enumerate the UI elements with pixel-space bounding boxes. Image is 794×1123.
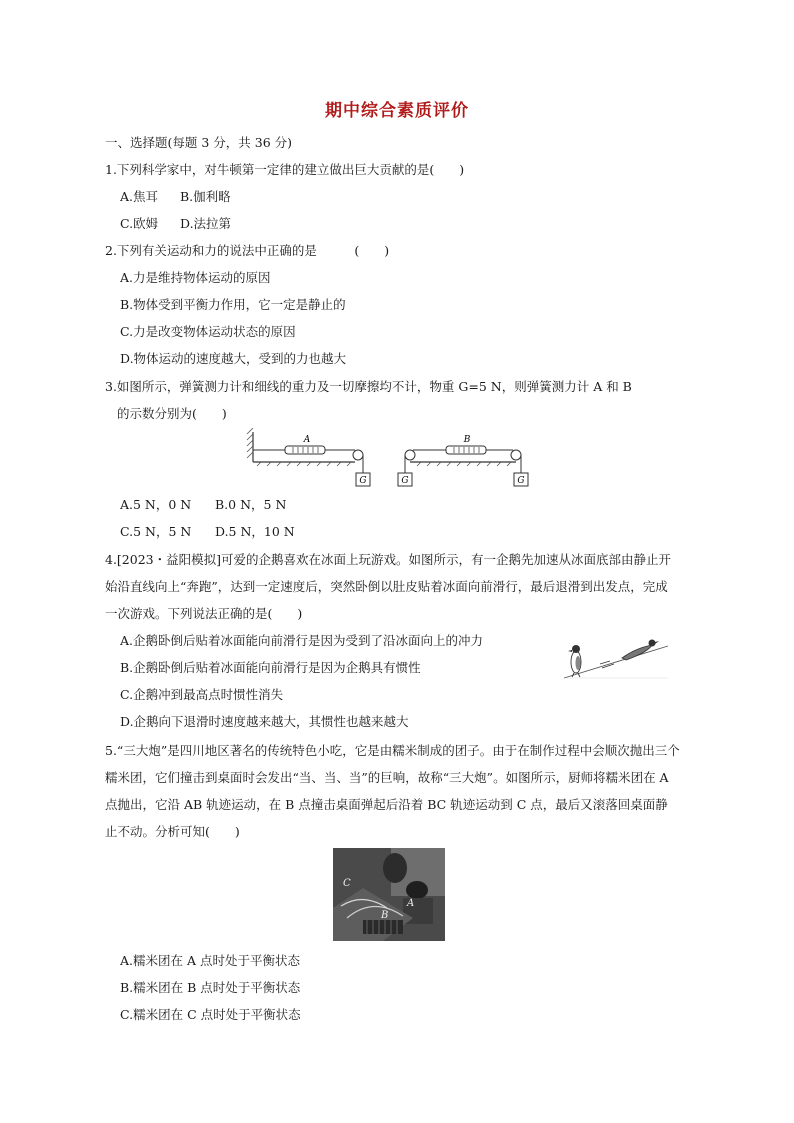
penguin-slope-figure: [560, 628, 672, 680]
q1-option-a: A.焦耳: [120, 189, 159, 204]
question-3-stem-line-1: 3.如图所示，弹簧测力计和细线的重力及一切摩擦均不计，物重 G=5 N，则弹簧测力计 A 和 B: [105, 379, 632, 394]
q4-option-d: D.企鹅向下退滑时速度越来越大，其惯性也越来越大: [120, 714, 409, 729]
photo-label-a: A: [407, 898, 415, 909]
question-3-options-row-1: [120, 497, 286, 513]
weight-label-g: G: [359, 476, 367, 486]
weight-label-g: G: [401, 476, 409, 486]
q1-option-d: D.法拉第: [180, 216, 232, 231]
q2-option-a: A.力是维持物体运动的原因: [120, 270, 271, 285]
q1-option-c: C.欧姆: [120, 216, 159, 231]
section-heading: 一、选择题(每题 3 分，共 36 分): [105, 135, 293, 150]
question-1-options-row-2: [120, 216, 231, 232]
q5-option-b: B.糯米团在 B 点时处于平衡状态: [120, 980, 301, 995]
photo-label-c: C: [343, 878, 351, 889]
question-2-stem: 2.下列有关运动和力的说法中正确的是 ( ): [105, 243, 390, 258]
spring-scale-figure: [245, 428, 537, 490]
q4-option-b: B.企鹅卧倒后贴着冰面能向前滑行是因为企鹅具有惯性: [120, 660, 421, 675]
q3-option-c: C.5 N，5 N: [120, 524, 192, 539]
scale-label-a: A: [303, 435, 311, 445]
pulley-icon: [511, 450, 521, 460]
pulley-icon: [405, 450, 415, 460]
question-1-options-row-1: [120, 189, 231, 205]
photo-label-b: B: [381, 910, 389, 921]
q2-option-c: C.力是改变物体运动状态的原因: [120, 324, 296, 339]
q4-option-c: C.企鹅冲到最高点时惯性消失: [120, 687, 284, 702]
spring-scale-a-icon: [285, 446, 325, 454]
q1-option-b: B.伽利略: [180, 189, 231, 204]
pulley-icon: [353, 450, 363, 460]
page-title: 期中综合素质评价: [325, 101, 469, 121]
scale-label-b: B: [463, 435, 471, 445]
question-1-stem: 1.下列科学家中，对牛顿第一定律的建立做出巨大贡献的是( ): [105, 162, 465, 177]
q5-option-c: C.糯米团在 C 点时处于平衡状态: [120, 1007, 301, 1022]
cooking-photo: [333, 848, 445, 941]
q2-option-d: D.物体运动的速度越大，受到的力也越大: [120, 351, 347, 366]
q5-option-a: A.糯米团在 A 点时处于平衡状态: [120, 953, 300, 968]
question-5-stem: 5.“三大炮”是四川地区著名的传统特色小吃，它是由糯米制成的团子。由于在制作过程中会顺次抛出三个糯米团，它们撞击到桌面时会发出“当、当、当”的巨响，故称“三大炮”。如图所示，厨师将糯米团在 A 点抛出，它沿 AB 轨迹运动，在 B 点撞击桌面弹起后沿着 BC 轨迹运动到 C 点，最后又滚落回桌面静止不动。分析可知( ): [105, 743, 680, 839]
spring-scale-b-icon: [446, 446, 486, 454]
weight-label-g: G: [517, 476, 525, 486]
question-4-stem: 4.[2023・益阳模拟]可爱的企鹅喜欢在冰面上玩游戏。如图所示，有一企鹅先加速从冰面底部由静止开始沿直线向上“奔跑”，达到一定速度后，突然卧倒以肚皮贴着冰面向前滑行，最后退滑到出发点，完成一次游戏。下列说法正确的是( ): [105, 552, 671, 621]
question-3-options-row-2: [120, 524, 295, 540]
q4-option-a: A.企鹅卧倒后贴着冰面能向前滑行是因为受到了沿冰面向上的冲力: [120, 633, 484, 648]
question-3-stem-line-2: 的示数分别为( ): [117, 406, 227, 421]
q3-option-d: D.5 N，10 N: [215, 524, 295, 539]
q3-option-a: A.5 N，0 N: [120, 497, 192, 512]
q2-option-b: B.物体受到平衡力作用，它一定是静止的: [120, 297, 346, 312]
q3-option-b: B.0 N，5 N: [215, 497, 287, 512]
penguin-sliding-icon: [622, 640, 659, 661]
penguin-standing-icon: [568, 645, 581, 677]
